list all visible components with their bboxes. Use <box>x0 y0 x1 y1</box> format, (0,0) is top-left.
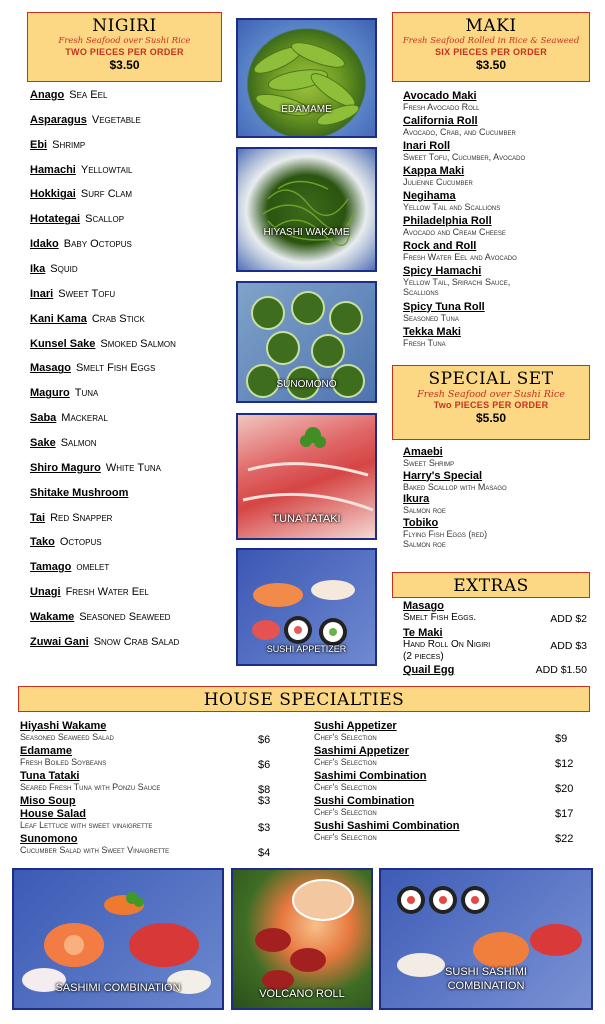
maki-item <box>403 190 500 212</box>
nigiri-header <box>27 12 222 82</box>
nigiri-item <box>30 313 145 326</box>
nigiri-item-desc: Smoked Salmon <box>100 337 176 350</box>
house-item-name: Sushi Sashimi Combination <box>314 820 460 832</box>
nigiri-item-name: Asparagus <box>30 113 87 126</box>
extras-item <box>403 600 476 624</box>
maki-item-desc: Fresh Water Eel and Avocado <box>403 252 517 262</box>
house-item <box>20 770 160 792</box>
special-set-item <box>403 446 454 468</box>
special-set-header <box>392 365 590 440</box>
house-item-name: Sushi Combination <box>314 795 415 807</box>
extras-item <box>403 664 454 676</box>
extras-item-desc-2: (2 pieces) <box>403 651 444 662</box>
maki-item-desc: Yellow Tail and Scallions <box>403 202 501 212</box>
extras-item-price: ADD $3 <box>550 640 587 652</box>
house-item-name: Tuna Tataki <box>20 770 80 782</box>
nigiri-item-desc: omelet <box>76 561 110 574</box>
nigiri-item-name: Anago <box>30 89 65 101</box>
nigiri-item-name: Shiro Maguro <box>30 461 101 474</box>
extras-item <box>403 627 490 663</box>
extras-title: EXTRAS <box>453 576 529 596</box>
maki-item-name: Kappa Maki <box>403 165 465 177</box>
nigiri-item <box>30 288 115 301</box>
house-item-desc: Leaf Lettuce with sweet vinaigrette <box>20 820 153 830</box>
nigiri-item-desc: Red Snapper <box>50 511 113 524</box>
house-item <box>314 770 426 792</box>
special-set-item-desc-2: Salmon roe <box>403 538 446 549</box>
maki-item <box>403 301 485 323</box>
house-item-desc: Chef's Selection <box>314 832 377 842</box>
nigiri-item <box>30 487 133 500</box>
house-item <box>314 720 397 742</box>
nigiri-item-name: Kani Kama <box>30 312 87 325</box>
house-item-name: House Salad <box>20 808 87 820</box>
nigiri-item-desc: Scallop <box>85 213 125 226</box>
maki-item-name: Rock and Roll <box>403 240 477 252</box>
tuna-tataki-photo <box>236 413 377 540</box>
sunomono-caption: SUNOMONO <box>276 379 337 390</box>
nigiri-item-name: Hamachi <box>30 163 76 176</box>
house-specialties-header <box>18 686 590 712</box>
nigiri-item <box>30 462 161 475</box>
house-item <box>314 795 414 817</box>
nigiri-item-desc: Crab Stick <box>91 312 145 325</box>
nigiri-item <box>30 561 109 574</box>
special-set-item-desc: Sweet Shrimp <box>403 458 455 468</box>
house-item-desc: Chef's Selection <box>314 807 377 817</box>
extras-item-price: ADD $1.50 <box>535 664 587 676</box>
house-item-desc: Fresh Boiled Soybeans <box>20 757 107 767</box>
nigiri-item-desc: Sweet Tofu <box>58 287 116 300</box>
house-item-name: Miso Soup <box>20 795 76 807</box>
maki-item-desc: Avocado, Crab, and Cucumber <box>403 127 516 137</box>
nigiri-item-desc: Sea Eel <box>69 89 108 101</box>
nigiri-item-name: Tako <box>30 536 55 549</box>
nigiri-item <box>30 611 170 624</box>
house-item-desc: Chef's Selection <box>314 757 377 767</box>
maki-item-name: Avocado Maki <box>403 90 477 102</box>
house-item-price: $3 <box>258 795 271 807</box>
special-set-item-desc: Salmon roe <box>403 505 446 515</box>
nigiri-item <box>30 89 107 102</box>
nigiri-item <box>30 536 102 549</box>
special-set-rule: Two PIECES PER ORDER <box>433 400 549 410</box>
extras-item-desc: Smelt Fish Eggs. <box>403 612 477 623</box>
maki-item <box>403 240 517 262</box>
house-item <box>20 795 76 807</box>
nigiri-item-desc: Shrimp <box>52 138 86 151</box>
nigiri-item-name: Masago <box>30 362 71 375</box>
house-item <box>20 833 169 855</box>
maki-item-name: Spicy Tuna Roll <box>403 300 485 313</box>
maki-item <box>403 326 461 348</box>
special-set-item-desc: Flying Fish Eggs (red) <box>403 528 488 539</box>
house-item-desc: Seared Fresh Tuna with Ponzu Sauce <box>20 782 161 792</box>
house-item-price: $6 <box>258 734 271 746</box>
nigiri-price: $3.50 <box>109 58 140 72</box>
sunomono-photo <box>236 281 377 403</box>
nigiri-item-desc: Surf Clam <box>80 188 133 201</box>
nigiri-item-name: Sake <box>30 436 56 449</box>
house-item-price: $22 <box>555 833 574 845</box>
special-set-item-name: Tobiko <box>403 516 439 529</box>
sushi-appetizer-photo <box>236 548 377 666</box>
house-item-name: Sushi Appetizer <box>314 720 397 732</box>
special-set-item-desc: Baked Scallop with Masago <box>403 481 507 492</box>
nigiri-item <box>30 188 132 201</box>
house-item-price: $9 <box>555 733 568 745</box>
nigiri-item-desc: Vegetable <box>91 113 141 126</box>
maki-item-desc: Fresh Avocado Roll <box>403 102 480 112</box>
maki-item-desc: Avocado and Cream Cheese <box>403 227 506 237</box>
nigiri-item-name: Inari <box>30 287 54 300</box>
house-item-name: Hiyashi Wakame <box>20 720 107 732</box>
nigiri-item <box>30 164 133 177</box>
house-item-desc: Chef's Selection <box>314 732 377 742</box>
maki-subtitle: Fresh Seafood Rolled in Rice & Seaweed <box>402 36 580 46</box>
nigiri-item-desc: Snow Crab Salad <box>93 635 180 648</box>
house-item <box>20 808 152 830</box>
nigiri-item-name: Kunsel Sake <box>30 337 96 350</box>
house-specialties-title: HOUSE SPECIALTIES <box>203 690 405 710</box>
sushi-appetizer-caption: SUSHI APPETIZER <box>266 644 347 654</box>
maki-title: MAKI <box>465 16 517 36</box>
house-item-desc: Seasoned Seaweed Salad <box>20 732 114 742</box>
nigiri-item-name: Tai <box>30 511 46 524</box>
nigiri-item-name: Shitake Mushroom <box>30 486 129 499</box>
maki-item <box>403 90 480 112</box>
special-set-item <box>403 493 446 515</box>
maki-item-desc: Yellow Tail, Srirachi Sauce, <box>403 277 511 287</box>
sushi-sashimi-caption-2: COMBINATION <box>447 980 525 992</box>
maki-item <box>403 165 473 187</box>
nigiri-item-desc: Baby Octopus <box>63 238 132 251</box>
house-item-name: Sashimi Combination <box>314 770 427 782</box>
hiyashi-wakame-photo <box>236 147 377 272</box>
maki-item <box>403 265 510 297</box>
extras-item-name: Masago <box>403 600 444 612</box>
maki-item-name: Inari Roll <box>403 140 451 152</box>
special-set-item <box>403 517 487 549</box>
nigiri-item <box>30 412 108 425</box>
nigiri-item-name: Hokkigai <box>30 188 76 201</box>
nigiri-item <box>30 387 98 400</box>
special-set-item-name: Ikura <box>403 493 430 505</box>
nigiri-item <box>30 512 112 525</box>
maki-item-desc: Julienne Cucumber <box>403 177 473 187</box>
nigiri-item-name: Ika <box>30 263 46 275</box>
house-item-price: $17 <box>555 808 574 820</box>
nigiri-item <box>30 114 141 127</box>
sushi-sashimi-combination-photo <box>379 868 593 1010</box>
volcano-roll-caption: VOLCANO ROLL <box>259 988 345 1000</box>
nigiri-item-desc: Seasoned Seaweed <box>79 610 171 623</box>
house-item <box>20 745 106 767</box>
nigiri-item <box>30 338 176 351</box>
nigiri-item-name: Wakame <box>30 610 75 623</box>
house-item-price: $3 <box>258 822 271 834</box>
nigiri-item <box>30 213 124 226</box>
house-item <box>314 820 459 842</box>
nigiri-item-desc: Tuna <box>74 387 99 400</box>
nigiri-item-desc: Mackeral <box>61 412 108 425</box>
maki-item-name: Spicy Hamachi <box>403 265 482 277</box>
house-item-price: $20 <box>555 783 574 795</box>
maki-item-desc-2: Scallions <box>403 287 439 297</box>
house-item-name: Sashimi Appetizer <box>314 745 409 757</box>
extras-item-price: ADD $2 <box>550 613 587 625</box>
edamame-photo <box>236 18 377 138</box>
house-item <box>20 720 114 742</box>
nigiri-item <box>30 362 155 375</box>
edamame-caption: EDAMAME <box>281 104 332 115</box>
nigiri-item-name: Idako <box>30 238 59 251</box>
nigiri-item-desc: Smelt Fish Eggs <box>75 362 156 375</box>
extras-item-name: Te Maki <box>403 627 443 639</box>
nigiri-item <box>30 586 149 599</box>
nigiri-item-desc: Octopus <box>59 536 102 549</box>
nigiri-item <box>30 636 179 649</box>
nigiri-item-desc: Fresh Water Eel <box>65 586 149 598</box>
special-set-item <box>403 470 507 492</box>
extras-header <box>392 572 590 598</box>
extras-item-desc: Hand Roll On Nigiri <box>403 639 491 650</box>
special-set-item-name: Harry's Special <box>403 469 483 482</box>
maki-item-desc: Sweet Tofu, Cucumber, Avocado <box>403 152 526 162</box>
special-set-title: SPECIAL SET <box>428 369 554 389</box>
house-item <box>314 745 409 767</box>
hiyashi-wakame-caption: HIYASHI WAKAME <box>263 227 350 238</box>
nigiri-item-name: Maguro <box>30 387 70 400</box>
nigiri-item-name: Unagi <box>30 586 61 598</box>
nigiri-rule: TWO PIECES PER ORDER <box>65 47 184 57</box>
nigiri-item-desc: Squid <box>50 263 78 275</box>
nigiri-title: NIGIRI <box>92 16 157 36</box>
maki-item <box>403 140 525 162</box>
nigiri-item <box>30 263 78 276</box>
maki-item <box>403 115 516 137</box>
maki-item-desc: Fresh Tuna <box>403 337 446 348</box>
extras-item-name: Quail Egg <box>403 664 455 676</box>
house-item-desc: Cucumber Salad with Sweet Vinaigrette <box>20 845 170 855</box>
nigiri-item-name: Tamago <box>30 561 72 574</box>
maki-item-desc: Seasoned Tuna <box>403 312 459 323</box>
maki-header <box>392 12 590 82</box>
house-item-name: Sunomono <box>20 833 78 845</box>
special-set-price: $5.50 <box>475 411 507 425</box>
maki-item-name: California Roll <box>403 115 478 127</box>
nigiri-item <box>30 139 85 152</box>
nigiri-item-desc: White Tuna <box>105 461 161 474</box>
nigiri-item-name: Zuwai Gani <box>30 635 89 648</box>
nigiri-item-desc: Salmon <box>60 436 97 449</box>
house-item-desc: Chef's Selection <box>314 782 377 792</box>
maki-price: $3.50 <box>475 58 507 72</box>
maki-item-name: Tekka Maki <box>403 325 461 338</box>
nigiri-item <box>30 437 97 450</box>
house-item-price: $12 <box>555 758 574 770</box>
volcano-roll-photo <box>231 868 373 1010</box>
nigiri-item <box>30 238 132 251</box>
house-item-price: $4 <box>258 847 271 859</box>
maki-item <box>403 215 506 237</box>
tuna-tataki-caption: TUNA TATAKI <box>272 513 341 525</box>
nigiri-item-name: Hotategai <box>30 213 81 226</box>
maki-item-name: Negihama <box>403 190 456 202</box>
house-item-price: $6 <box>258 759 271 771</box>
nigiri-subtitle: Fresh Seafood over Sushi Rice <box>58 36 191 46</box>
maki-rule: SIX PIECES PER ORDER <box>434 47 548 57</box>
sashimi-combination-caption: SASHIMI COMBINATION <box>55 982 181 994</box>
sashimi-combination-photo <box>12 868 224 1010</box>
special-set-subtitle: Fresh Seafood over Sushi Rice <box>417 389 565 400</box>
nigiri-item-name: Ebi <box>30 138 48 151</box>
house-item-name: Edamame <box>20 745 72 757</box>
special-set-item-name: Amaebi <box>403 446 443 458</box>
maki-item-name: Philadelphia Roll <box>403 215 492 227</box>
sushi-sashimi-caption-1: SUSHI SASHIMI <box>445 966 527 978</box>
house-item-price: $8 <box>258 784 271 796</box>
nigiri-item-desc: Yellowtail <box>80 163 133 176</box>
nigiri-item-name: Saba <box>30 412 57 425</box>
